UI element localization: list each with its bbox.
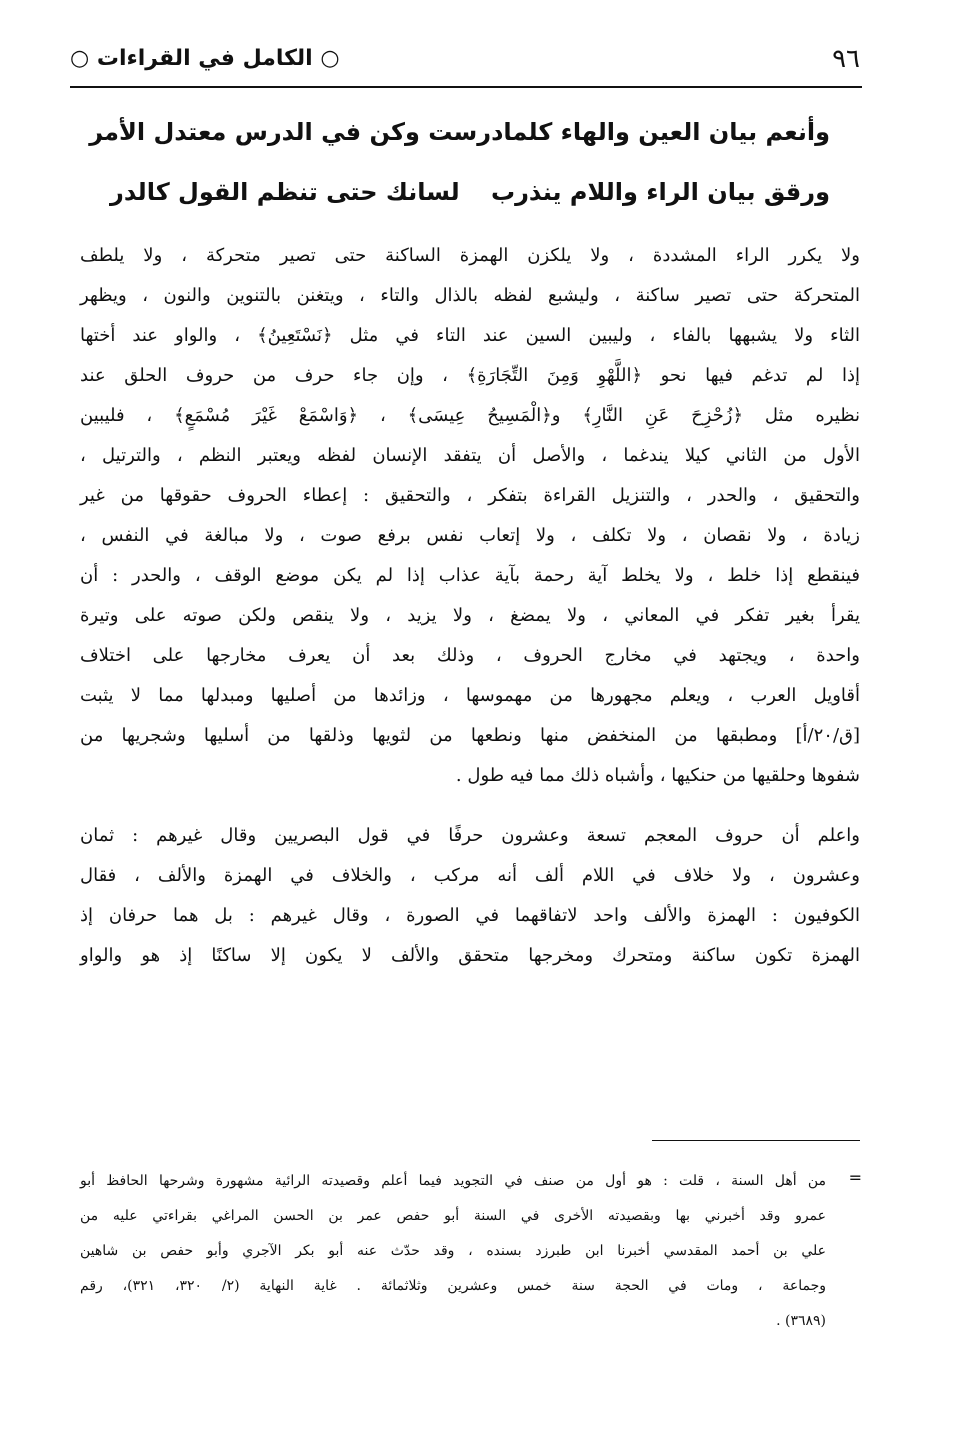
running-header (70, 44, 860, 84)
text-line: الكوفيون : الهمزة والألف واحد لاتفاقهما في الصورة ، وقال غيرهم : بل هما حرفان إذ (80, 905, 860, 926)
verse-hemistich-first: ورقق بيان الراء واللام ينذرب (490, 178, 830, 206)
verse-hemistich-first: وأنعم بيان العين والهاء كلما (503, 118, 830, 146)
footnote-divider (652, 1140, 860, 1141)
footnote-continuation-marker: = (848, 1168, 862, 1187)
text-line: ولا يكرر الراء المشددة ، ولا يلكزن الهمزة الساكنة حتى تصير متحركة ، ولا يلطف (80, 245, 860, 266)
footnote-line: عمرو وقد أخبرني بها وبقصيدته الأخرى في السنة أبو حفص عمر بن الحسن المراغي بقراءتي عليه من (80, 1208, 826, 1224)
text-line: [ق/٢٠/أ] ومطبقها من المنخفض منها ونطعها من لثويها وذلقها من أسليها وشجريها من (80, 725, 860, 746)
verse-hemistich-second: درست وكن في الدرس معتدل الأمر (89, 118, 504, 146)
text-line: يقرأ بغير تفكر في المعاني ، ولا يمضغ ، ولا يزيد ، ولا ينقص ولكن صوته على وتيرة (80, 605, 860, 626)
text-line: نظيره مثل ﴿زُحْزِحَ عَنِ النَّارِ﴾ و﴿الْمَسِيحُ عِيسَى﴾ ، ﴿وَاسْمَعْ غَيْرَ مُسْمَعٍ﴾ ، فليبين (80, 405, 860, 426)
footnote-line: (٣٦٨٩) . (776, 1313, 826, 1329)
text-line: وعشرون ، ولا خلاف في اللام ألف أنه مركب ، والخلاف في الهمزة والألف ، فقال (80, 865, 860, 886)
footnotes (80, 1164, 860, 1339)
footnote-line: من أهل السنة ، قلت : هو أول من صنف في التجويد فيما أعلم وقصيدته الرائية مشهورة وشرحها الحافظ أبو (80, 1173, 826, 1189)
text-line: فينقطع إذا خلط ، ولا يخلط آية رحمة بآية عذاب إذا لم يكن موضع الوقف ، والحدر : أن (80, 565, 860, 586)
verse-hemistich-second: لسانك حتى تنظم القول كالدر (110, 178, 460, 206)
text-line: زيادة ، ولا نقصان ، ولا تكلف ، ولا إتعاب نفس برفع صوت ، ولا مبالغة في النفس ، (80, 525, 860, 546)
text-line: شفوها وحلقيها من حنكيها ، وأشباه ذلك مما فيه طول . (455, 765, 860, 786)
text-line: الأول من الثاني كيلا يندغما ، والأصل أن يتفقد الإنسان لفظه ويعتبر النظم ، والترتيل ، (80, 445, 860, 466)
text-line: الثاء ولا يشبهها بالفاء ، وليبين السين عند التاء في مثل ﴿نَسْتَعِينُ﴾ ، والواو عند أختها (80, 325, 860, 346)
footnote-line: علي بن أحمد المقدسي أخبرنا ابن طبرزد بسنده ، وقد حدّث عنه أبو بكر الآجري وأبو حفص بن شاهين (80, 1243, 826, 1259)
poem-verses (89, 118, 830, 238)
page-number: ٩٦ (832, 44, 860, 74)
body-text (80, 236, 860, 976)
running-title: ○ الكامل في القراءات ○ (70, 46, 340, 71)
text-line: إذا لم تدغم فيها نحو ﴿اللَّهْوِ وَمِنَ التِّجَارَةِ﴾ ، وإن جاء حرف من حروف الحلق عند (80, 365, 860, 386)
text-line: واعلم أن حروف المعجم تسعة وعشرون حرفًا في قول البصريين وقال غيرهم : ثمان (80, 825, 860, 846)
text-line: أقاويل العرب ، ويعلم مجهورها من مهموسها ، وزائدها من أصليها ومبدلها مما لا يثبت (80, 685, 860, 706)
text-line: المتحركة حتى تصير ساكنة ، وليشبع لفظه بالذال والتاء ، ويتغنن بالتنوين والنون ، ويظهر (80, 285, 860, 306)
verse-line (89, 118, 830, 178)
text-line: والتحقيق ، والحدر ، والتنزيل القراءة بتفكر ، والتحقيق : إعطاء الحروف حقوقها من غير (80, 485, 860, 506)
verse-line (110, 178, 830, 238)
header-divider (70, 86, 862, 88)
footnote-line: وجماعة ، ومات في الحجة سنة خمس وعشرين وثلاثمائة . غاية النهاية (٢/ ٣٢٠، ٣٢١)، رقم (80, 1278, 826, 1294)
text-line: واحدة ، ويجتهد في مخارج الحروف ، وذلك بعد أن يعرف مخارجها على اختلاف (80, 645, 860, 666)
text-line: الهمزة تكون ساكنة ومتحرك ومخرجها متحقق والألف لا يكون إلا ساكنًا إذ هو والواو (80, 945, 860, 966)
